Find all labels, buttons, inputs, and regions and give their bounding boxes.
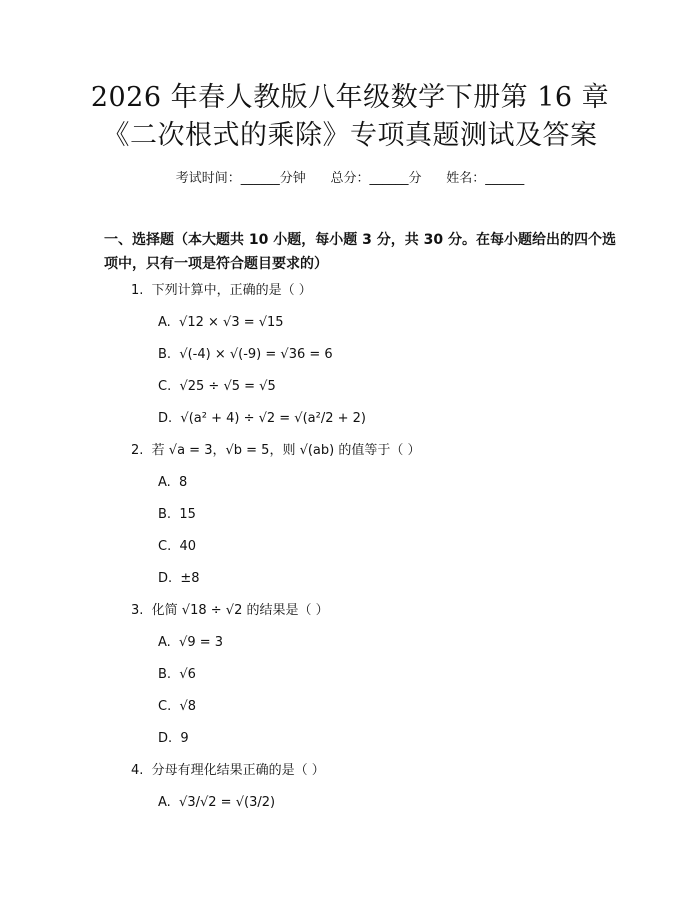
- question-2-option-d: D. ±8: [158, 571, 200, 586]
- question-4-stem: 4. 分母有理化结果正确的是（ ）: [131, 763, 325, 778]
- question-1-option-c: C. √25 ÷ √5 = √5: [158, 379, 276, 394]
- question-3-option-a: A. √9 = 3: [158, 635, 224, 650]
- question-3-option-b: B. √6: [158, 667, 196, 682]
- question-2-option-b: B. 15: [158, 507, 196, 522]
- question-1-stem: 1. 下列计算中，正确的是（ ）: [131, 283, 312, 298]
- question-1-option-d: D. √(a² + 4) ÷ √2 = √(a²/2 + 2): [158, 411, 366, 426]
- question-1-option-a: A. √12 × √3 = √15: [158, 315, 284, 330]
- question-1-option-b: B. √(-4) × √(-9) = √36 = 6: [158, 347, 333, 362]
- question-3-option-d: D. 9: [158, 731, 189, 746]
- question-2-stem: 2. 若 √a = 3，√b = 5，则 √(ab) 的值等于（ ）: [131, 443, 421, 458]
- title-line-1: 2026 年春人教版八年级数学下册第 16 章: [90, 82, 610, 113]
- question-2-option-a: A. 8: [158, 475, 188, 490]
- question-3-stem: 3. 化简 √18 ÷ √2 的结果是（ ）: [131, 603, 329, 618]
- exam-info-line: 考试时间：______分钟 总分：______分 姓名：______: [175, 171, 525, 186]
- title-line-2: 《二次根式的乘除》专项真题测试及答案: [102, 120, 598, 151]
- question-3-option-c: C. √8: [158, 699, 197, 714]
- question-4-option-a: A. √3/√2 = √(3/2): [158, 795, 276, 810]
- section-heading-choice: 一、选择题（本大题共 10 小题，每小题 3 分，共 30 分。在每小题给出的四个选项中，只有一项是符合题目要求的）: [104, 232, 616, 272]
- question-2-option-c: C. 40: [158, 539, 197, 554]
